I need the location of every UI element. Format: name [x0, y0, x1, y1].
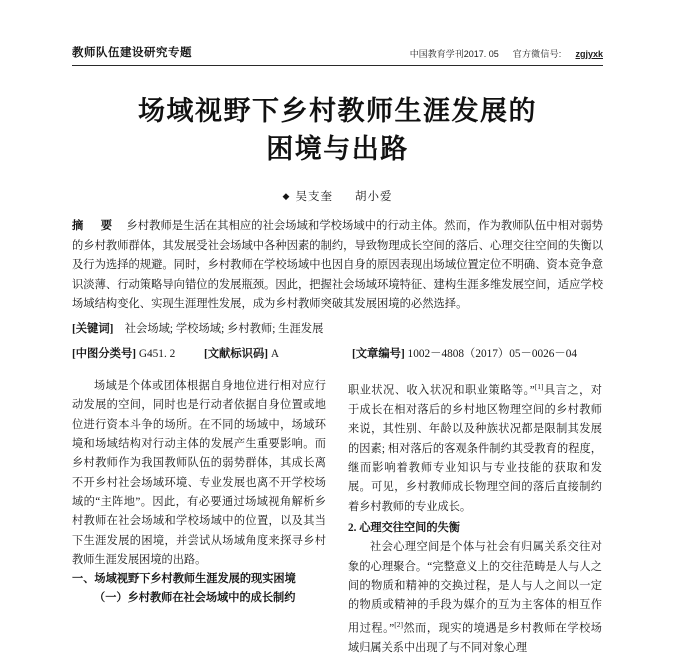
classification-row	[72, 345, 603, 365]
clc-label: [中图分类号]	[72, 347, 137, 360]
column-left	[72, 377, 326, 659]
keywords-block	[72, 320, 603, 340]
page-title	[72, 92, 603, 168]
author-name-1: 吴支奎	[295, 191, 333, 203]
wechat-id: zgjyxk	[575, 49, 603, 59]
running-head-meta	[410, 47, 603, 60]
keywords-text: 社会场域; 学校场域; 乡村教师; 生涯发展	[124, 322, 324, 335]
abstract-label: 摘 要	[72, 220, 116, 232]
author-byline	[72, 188, 603, 204]
journal-issue: 中国教育学刊2017. 05	[409, 49, 499, 59]
paragraph: 场域是个体或团体根据自身地位进行相对应行动发展的空间，同时也是行动者依据自身位置或地位进行资本斗争的场所。在不同的场域中，场域环境和场域结构对行动主体的发展产生重要影响。而乡村教师作为我国教师队伍的弱势群体，其成长离不开乡村社会场域环境、专业发展也离不开学校场域的“主阵地”。因此，有必要通过场域视角解析乡村教师在社会场域和学校场域中的位置，以及其当下生涯发展的困境，并尝试从场域角度来探寻乡村教师生涯发展困境的出路。	[72, 380, 326, 566]
article-id-value: 1002－4808（2017）05－0026－04	[407, 347, 578, 360]
paragraph: 社会心理空间是个体与社会有归属关系交往对象的心理聚合。“完整意义上的交往范畴是人与人之间的物质和精神的交换过程，是人与人之间以一定的物质或精神的手段为媒介的互为主客体的相互作用过程。”[2]然而，现实的境遇是乡村教师在学校场域归属关系中出现了与不同对象心理	[348, 541, 602, 655]
abstract-text: 乡村教师是生活在其相应的社会场域和学校场域中的行动主体。然而，作为教师队伍中相对弱势的乡村教师群体，其发展受社会场域中各种因素的制约，导致物理成长空间的落后、心理交往空间的失衡以及行为选择的规避。同时，乡村教师在学校场域中也因自身的原因表现出场域位置定位不明确、资本竞争意识淡薄、行动策略导向错位的发展瓶颈。因此，把握社会场域环境特征、建构生涯多维发展空间，适应学校场域结构变化、实现生涯理性发展，成为乡村教师突破其发展困境的必然选择。	[72, 220, 603, 311]
running-head-section: 教师队伍建设研究专题	[72, 47, 192, 59]
title-line-1: 场域视野下乡村教师生涯发展的	[138, 96, 537, 126]
paper-page	[0, 44, 675, 665]
section-heading: 一、场域视野下乡村教师生涯发展的现实困境	[72, 573, 296, 586]
doc-type-label: [文献标识码]	[204, 347, 269, 360]
doc-type-cell	[204, 345, 352, 365]
article-id-label: [文章编号]	[352, 347, 405, 360]
doc-type-value: A	[270, 347, 280, 360]
column-right	[348, 377, 602, 659]
wechat-label: 官方微信号:	[512, 49, 562, 59]
clc-value: G451. 2	[138, 347, 176, 360]
article-id-cell	[352, 345, 577, 365]
title-line-2: 困境与出路	[266, 134, 409, 164]
keywords-label: [关键词]	[72, 322, 114, 335]
abstract-block	[72, 217, 603, 315]
subsection-heading: 2. 心理交往空间的失衡	[348, 521, 460, 534]
author-name-2: 胡小爱	[354, 191, 393, 203]
running-head	[72, 44, 603, 66]
subsection-heading: （一）乡村教师在社会场域中的成长制约	[94, 592, 296, 605]
body-columns	[72, 377, 603, 659]
clc-cell	[72, 345, 204, 365]
paragraph: 职业状况、收入状况和职业策略等。”[1]具言之，对于成长在相对落后的乡村地区物理空间的乡村教师来说，其性别、年龄以及种族状况都是限制其发展的因素; 相对落后的客观条件制约其受教育的程度，继而影响着教师专业知识与专业技能的获取和发展。可见，乡村教师成长物理空间的落后直接制约着乡村教师的专业成长。	[348, 382, 602, 513]
diamond-icon: ◆	[282, 191, 291, 201]
